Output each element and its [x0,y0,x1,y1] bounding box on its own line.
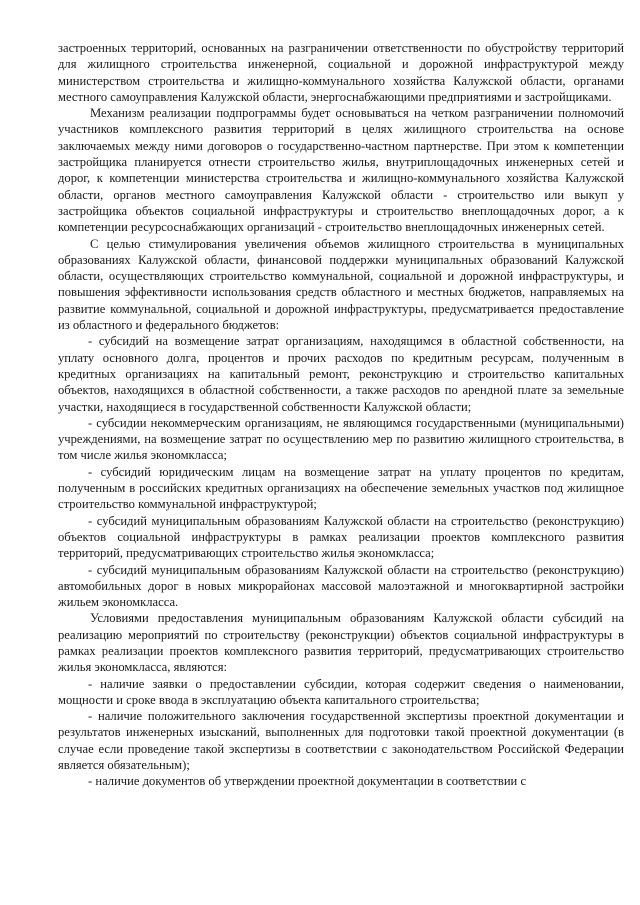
paragraph-conditions: Условиями предоставления муниципальным образованиям Калужской области субсидий на реализацию мероприятий по строительству (реконструкции) объектов социальной инфраструктуры в рамках реализации проектов комплексного развития территорий, предусматривающих строительство жилья экономкласса, являются: [58,611,624,675]
list-item-subsidies-organizations: - субсидий на возмещение затрат организациям, находящимся в областной собственности, на уплату основного долга, процентов и прочих расходов по кредитным ресурсам, полученным в кредитных организациях на капитальный ремонт, реконструкцию и строительство капитальных объектов, находящихся в областной собственности, а также расходов по арендной плате за земельные участки, находящиеся в государственной собственности Калужской области; [58,334,624,414]
list-item-subsidies-roads: - субсидий муниципальным образованиям Калужской области на строительство (реконструкцию) автомобильных дорог в новых микрорайонах массовой малоэтажной и многоквартирной застройки жильем экономкласса. [58,562,624,610]
list-item-expertise: - наличие положительного заключения государственной экспертизы проектной документации и результатов инженерных изысканий, выполненных для подготовки такой проектной документации (в случае если проведение такой экспертизы в соответствии с законодательством Российской Федерации является обязательным); [58,709,624,773]
paragraph-2: Механизм реализации подпрограммы будет основываться на четком разграничении полномочий участников комплексного развития территорий в целях жилищного строительства на основе заключаемых между ними договоров о государственно-частном партнерстве. При этом к компетенции застройщика планируется отнести строительство жилья, внутриплощадочных инженерных сетей и дорог, к компетенции министерства строительства и жилищно-коммунального хозяйства Калужской области, органов местного самоуправления Калужской области - строительство или выкуп у застройщика объектов социальной инфраструктуры и строительство внеплощадочных дорог, а к компетенции ресурсоснабжающих организаций - строительство внеплощадочных инженерных сетей. [58,106,624,235]
paragraph-1: застроенных территорий, основанных на разграничении ответственности по обустройству территорий для жилищного строительства инженерной, социальной и дорожной инфраструктурой между министерством строительства и жилищно-коммунального хозяйства Калужской области, органами местного самоуправления Калужской области, энергоснабжающими предприятиями и застройщиками. [58,41,624,104]
list-item-subsidies-social-infrastructure: - субсидий муниципальным образованиям Калужской области на строительство (реконструкцию) объектов социальной инфраструктуры в рамках реализации проектов комплексного развития территорий, предусматривающих строительство жилья экономкласса; [58,513,624,561]
document-body [58,40,624,790]
list-item-approval-documents: - наличие документов об утверждении проектной документации в соответствии с [88,774,527,789]
list-item-subsidies-nonprofit: - субсидии некоммерческим организациям, не являющимся государственными (муниципальными) учреждениями, на возмещение затрат по осуществлению мер по развитию жилищного строительства, в том числе жилья экономкласса; [58,415,624,463]
list-item-application: - наличие заявки о предоставлении субсидии, которая содержит сведения о наименовании, мощности и сроке ввода в эксплуатацию объекта капитального строительства; [58,676,624,707]
paragraph-3: С целью стимулирования увеличения объемов жилищного строительства в муниципальных образованиях Калужской области, финансовой поддержки муниципальных образований Калужской области, осуществляющих строительство коммунальной, социальной и дорожной инфраструктуры, и повышения эффективности использования средств областного и местных бюджетов, направляемых на развитие коммунальной, социальной и дорожной инфраструктуры, предусматривается предоставление из областного и федерального бюджетов: [58,236,624,333]
list-item-subsidies-legal-entities: - субсидий юридическим лицам на возмещение затрат на уплату процентов по кредитам, полученным в российских кредитных организациях на обеспечение земельных участков под жилищное строительство коммунальной инфраструктурой; [58,464,624,512]
